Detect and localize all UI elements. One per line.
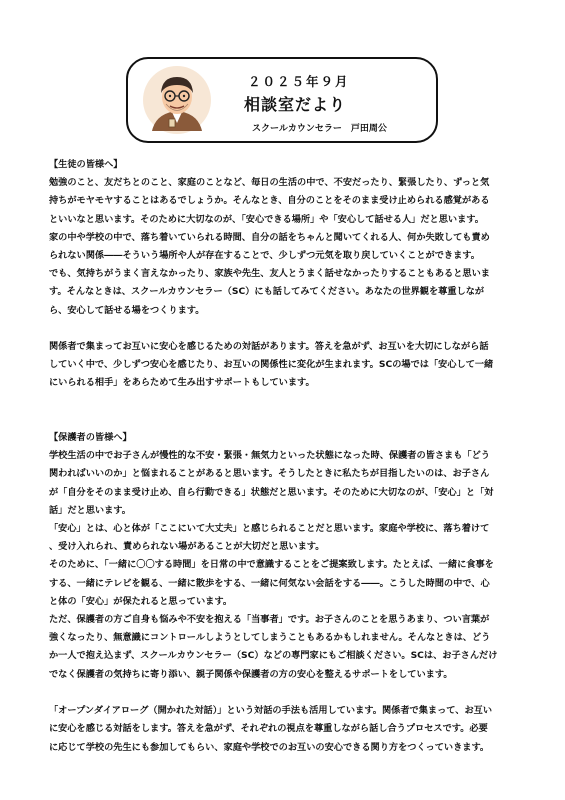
paragraph-line: 関わればいいのか」と悩まれることがあると思います。そうしたときに私たちが目指したいのは、お子さん	[49, 468, 490, 480]
paragraph-line: か一人で抱え込まず、スクールカウンセラー（SC）などの専門家にもご相談ください。SCは、お子さんだけ	[49, 650, 498, 662]
paragraph-line: そのために、「一緒に〇〇する時間」を日常の中で意識することをご提案致します。たとえば、一緒に食事を	[49, 559, 494, 571]
paragraph-line: 学校生活の中でお子さんが慢性的な不安・緊張・無気力といった状態になった時、保護者の皆さまも「どう	[49, 450, 490, 462]
blank-line	[49, 393, 524, 411]
paragraph-line: 持ちがモヤモヤすることはあるでしょうか。そんなとき、自分のことをそのまま受け止められる感覚がある	[49, 195, 490, 207]
paragraph-line: ら、安心して話せる場をつくります。	[49, 304, 205, 316]
paragraph-line: 勉強のこと、友だちとのこと、家庭のことなど、毎日の生活の中で、不安だったり、緊張したり、ずっと気	[49, 177, 490, 189]
paragraph-line: 、受け入れられ、責められない場があることが大切だと思います。	[49, 541, 325, 553]
paragraph-line: といいなと思います。そのために大切なのが、「安心できる場所」や「安心して話せる人」だと思います。	[49, 213, 484, 225]
blank-line	[49, 684, 524, 702]
paragraph-line: 「安心」とは、心と体が「ここにいて大丈夫」と感じられることだと思います。家庭や学校に、落ち着けて	[49, 523, 490, 535]
newsletter-body	[49, 156, 524, 757]
blank-line	[49, 411, 524, 429]
header-box	[126, 57, 438, 143]
students-heading: 【生徒の皆様へ】	[49, 159, 123, 170]
paragraph-line: 強くなったり、無意識にコントロールしようとしてしまうこともあるかもしれません。そんなときは、どう	[49, 632, 491, 644]
paragraph-line: にいられる相手」をあらためて生み出すサポートもしています。	[49, 377, 315, 389]
paragraph-line: が「自分をそのまま受け止め、自ら行動できる」状態だと思います。そのために大切なのが、「安心」と「対	[49, 486, 494, 498]
paragraph-line: ただ、保護者の方ご自身も悩みや不安を抱える「当事者」です。お子さんのことを思うあまり、つい言葉が	[49, 614, 490, 626]
parents-heading: 【保護者の皆様へ】	[49, 432, 132, 444]
paragraph-line: 関係者で集まってお互いに安心を感じるための対話があります。答えを急がず、お互いを大切にしながら話	[49, 341, 489, 353]
paragraph-line: 「オープンダイアローグ（開かれた対話）」という対話の手法も活用しています。関係者で集まって、お互い	[49, 705, 493, 717]
paragraph-line: 話」だと思います。	[49, 504, 131, 516]
author-line: スクールカウンセラー 戸田周公	[252, 124, 387, 134]
paragraph-line: していく中で、少しずつ安心を感じたり、お互いの関係性に変化が生まれます。SCの場では「安心して一緒	[49, 359, 494, 371]
paragraph-line: 家の中や学校の中で、落ち着いていられる時間、自分の話をちゃんと聞いてくれる人、何か失敗しても責め	[49, 231, 490, 243]
paragraph-line: と体の「安心」が保たれると思っています。	[49, 595, 233, 607]
paragraph-line: でなく保護者の気持ちに寄り添い、親子関係や保護者の方の安心を整えるサポートをしています。	[49, 668, 453, 680]
blank-line	[49, 320, 524, 338]
paragraph-line: でも、気持ちがうまく言えなかったり、家族や先生、友人とうまく話せなかったりすることもあると思いま	[49, 268, 490, 280]
issue-date: ２０２５年９月	[248, 74, 350, 89]
paragraph-line: に安心を感じる対話をします。答えを急がず、それぞれの視点を尊重しながら話し合うプロセスです。必要	[49, 723, 488, 735]
paragraph-line: する、一緒にテレビを観る、一緒に散歩をする、一緒に何気ない会話をする――。こうした時間の中で、心	[49, 577, 490, 589]
paragraph-line: す。そんなときは、スクールカウンセラー（SC）にも話してみてください。あなたの世界観を尊重しなが	[49, 286, 485, 298]
paragraph-line: に応じて学校の先生にも参加してもらい、家庭や学校でのお互いの安心できる関り方をつくっていきます。	[49, 741, 490, 753]
paragraph-line: られない関係――そういう場所や人が存在することで、少しずつ元気を取り戻していくことができます。	[49, 250, 480, 262]
newsletter-title: 相談室だより	[244, 95, 347, 114]
